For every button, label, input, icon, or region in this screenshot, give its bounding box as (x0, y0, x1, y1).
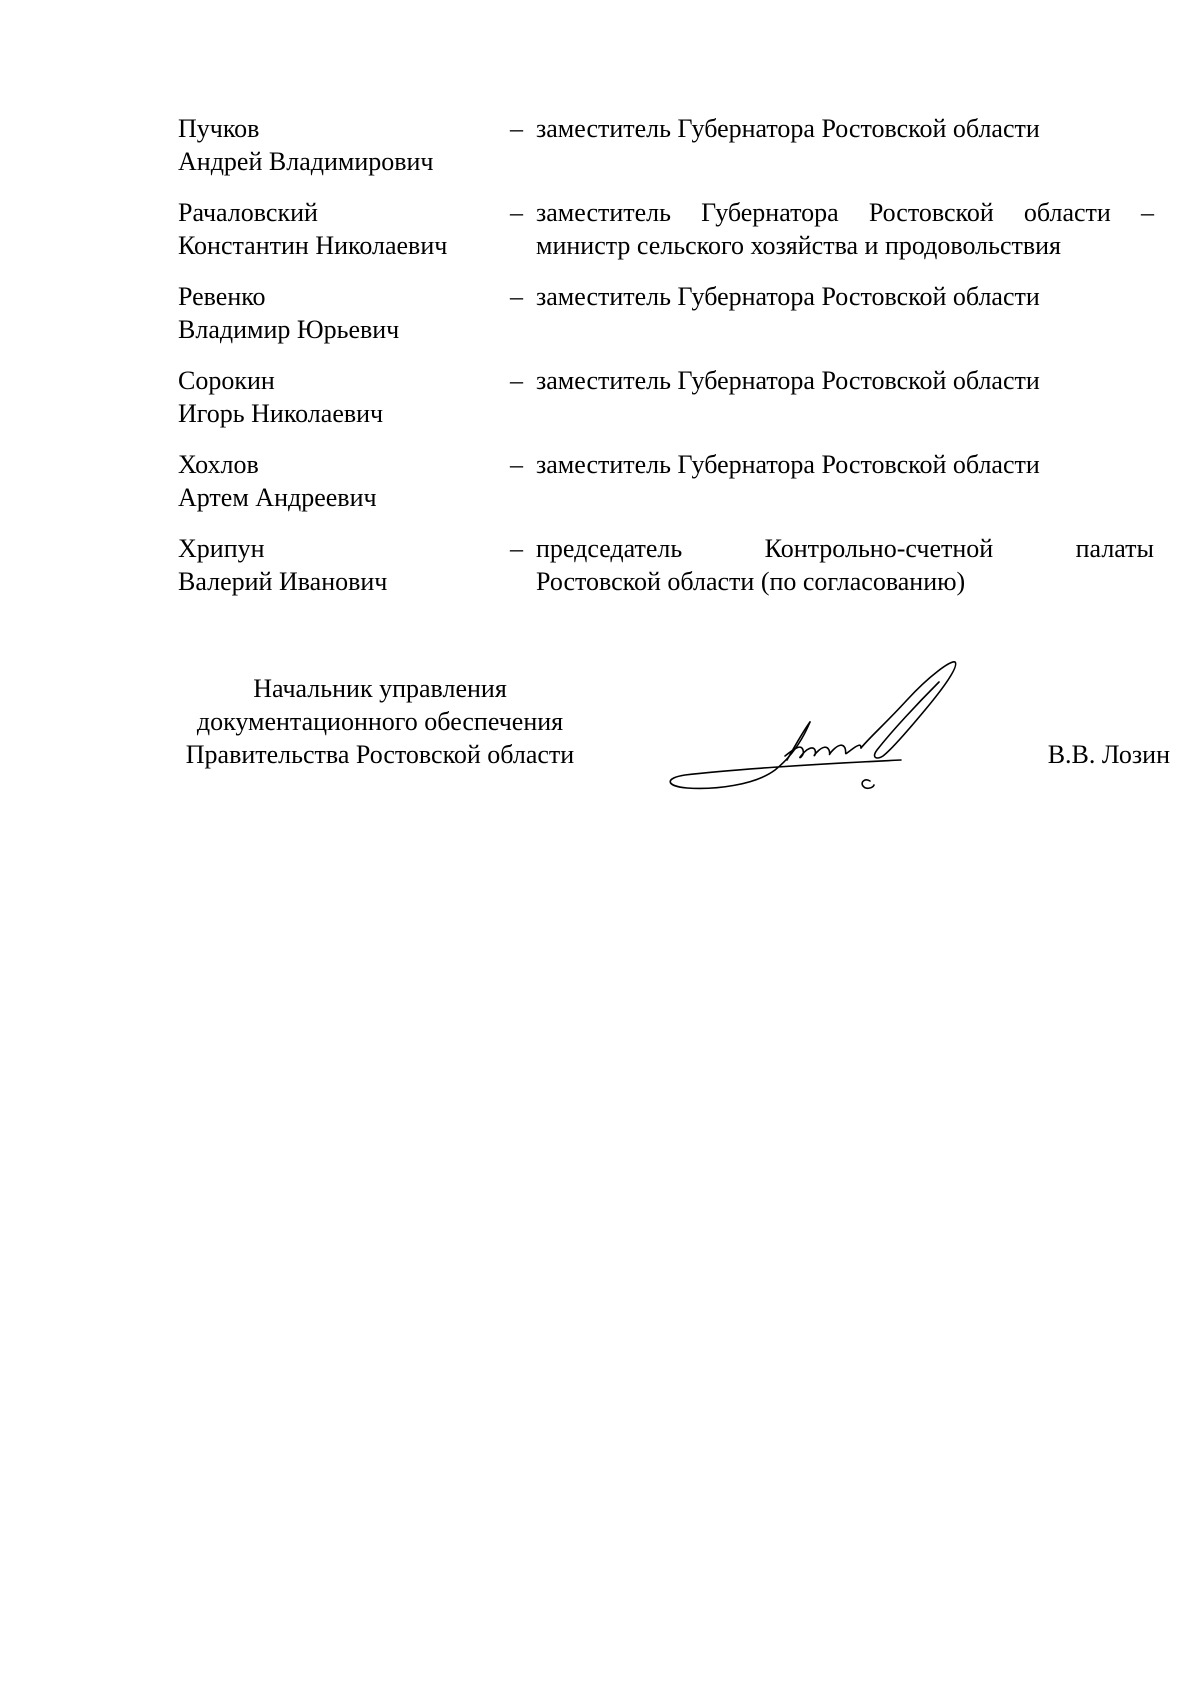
signer-title (150, 672, 610, 771)
member-given-names: Валерий Иванович (178, 567, 388, 596)
member-dash: – (510, 450, 523, 479)
member-row (178, 112, 1154, 178)
position-line: заместитель Губернатора Ростовской области (536, 450, 1040, 479)
member-row (178, 196, 1154, 262)
member-name (178, 112, 510, 178)
signature-block (150, 672, 1170, 802)
position-line: заместитель Губернатора Ростовской области (536, 114, 1040, 143)
member-name (178, 364, 510, 430)
member-name (178, 280, 510, 346)
member-surname: Ревенко (178, 282, 266, 311)
member-name (178, 448, 510, 514)
member-surname: Хохлов (178, 450, 259, 479)
member-surname: Хрипун (178, 534, 265, 563)
member-row (178, 280, 1154, 346)
position-line: заместитель Губернатора Ростовской области (536, 282, 1040, 311)
member-row (178, 364, 1154, 430)
member-dash: – (510, 282, 523, 311)
member-row (178, 532, 1154, 598)
member-dash: – (510, 198, 523, 227)
member-given-names: Артем Андреевич (178, 483, 377, 512)
member-position (536, 280, 1154, 313)
member-position (536, 364, 1154, 397)
member-given-names: Игорь Николаевич (178, 399, 384, 428)
member-surname: Сорокин (178, 366, 275, 395)
member-given-names: Андрей Владимирович (178, 147, 434, 176)
position-line: министр сельского хозяйства и продовольствия (536, 231, 1061, 260)
position-line: заместитель Губернатора Ростовской области – (536, 198, 1154, 227)
signer-title-line: документационного обеспечения (196, 707, 564, 736)
member-given-names: Владимир Юрьевич (178, 315, 400, 344)
member-position (536, 448, 1154, 481)
position-line: заместитель Губернатора Ростовской области (536, 366, 1040, 395)
handwritten-signature (655, 652, 985, 802)
signer-name: В.В. Лозин (1047, 740, 1170, 769)
member-position (536, 112, 1154, 145)
member-dash: – (510, 366, 523, 395)
members-list (178, 112, 1154, 616)
signer-title-line: Начальник управления (253, 674, 507, 703)
member-dash: – (510, 114, 523, 143)
member-position (536, 532, 1154, 598)
member-dash: – (510, 534, 523, 563)
member-surname: Пучков (178, 114, 260, 143)
member-position (536, 196, 1154, 262)
position-line: председатель Контрольно-счетной палаты (536, 534, 1154, 563)
member-surname: Рачаловский (178, 198, 318, 227)
member-given-names: Константин Николаевич (178, 231, 448, 260)
signer-title-line: Правительства Ростовской области (185, 740, 575, 769)
member-name (178, 532, 510, 598)
member-name (178, 196, 510, 262)
member-row (178, 448, 1154, 514)
position-line: Ростовской области (по согласованию) (536, 567, 966, 596)
